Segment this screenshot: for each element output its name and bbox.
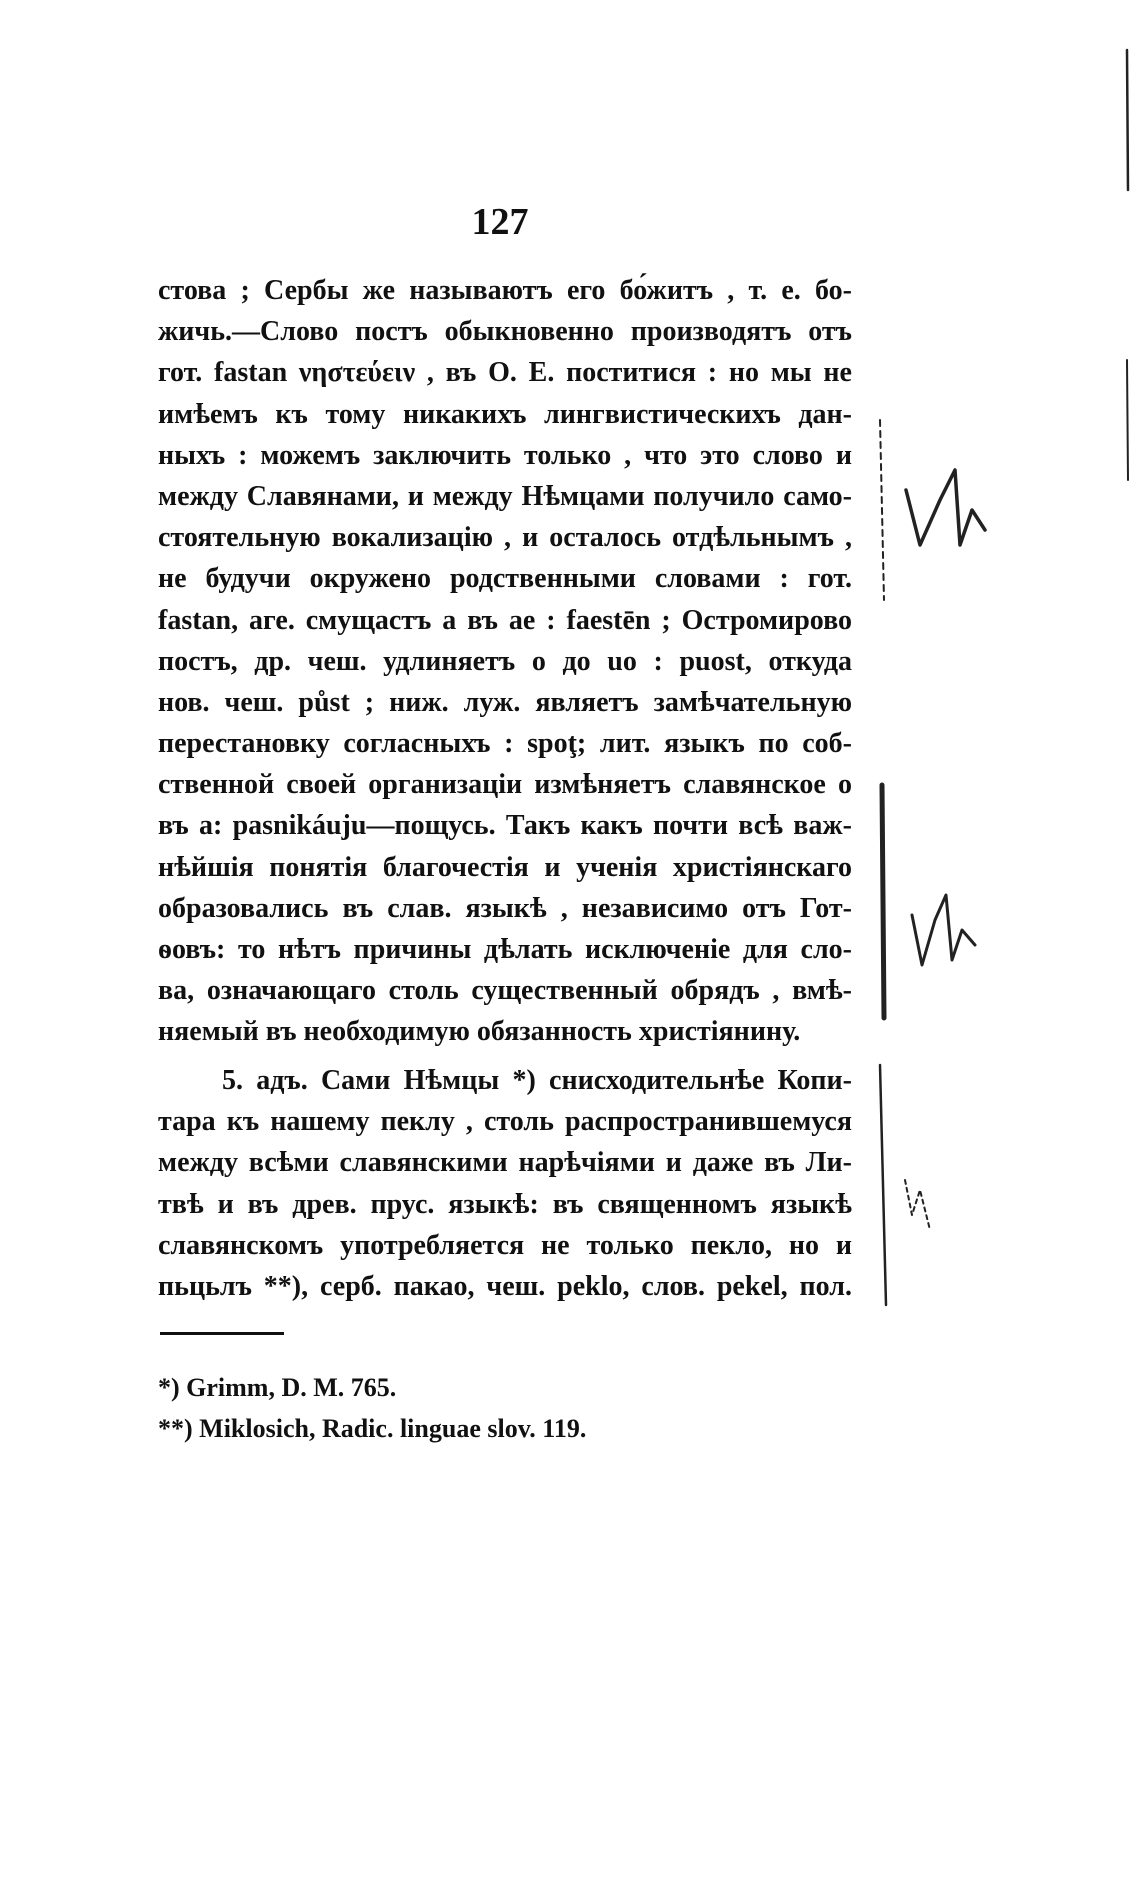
text-line: стоятельную вокализацію , и осталось отдѣльнымъ ,	[158, 522, 852, 554]
text-line: тара къ нашему пеклу , столь распространившемуся	[158, 1106, 852, 1138]
text-line: имѣемъ къ тому никакихъ лингвистическихъ дан-	[158, 398, 852, 430]
text-line: жичь.—Слово постъ обыкновенно производятъ отъ	[158, 316, 852, 348]
text-line: стова ; Сербы же называютъ его бо́житъ , т. е. бо-	[158, 275, 852, 306]
pencil-mark	[1127, 50, 1128, 190]
text-line: нов. чеш. půst ; ниж. луж. являетъ замѣчательную	[158, 686, 852, 718]
paragraph-hell	[158, 1060, 852, 1307]
page-number: 127	[471, 201, 529, 243]
text-line: между всѣми славянскими нарѣчіями и даже въ Ли-	[158, 1147, 852, 1179]
text-line: ныхъ : можемъ заключить только , что это слово и	[158, 439, 852, 471]
text-line: между Славянами, и между Нѣмцами получило само-	[158, 480, 852, 512]
text-line: твѣ и въ древ. прус. языкѣ: въ священномъ языкѣ	[158, 1188, 852, 1220]
text-line: перестановку согласныхъ : spoţ; лит. языкъ по соб-	[158, 728, 852, 760]
text-line: образовались въ слав. языкѣ , независимо отъ Гот-	[158, 892, 852, 924]
text-line: не будучи окружено родственными словами : гот.	[158, 563, 852, 595]
text-line: няемый въ необходимую обязанность христіянину.	[158, 1016, 801, 1048]
text-line: fastan, аге. смущастъ а въ ае : faestēn ; Остромирово	[158, 604, 852, 636]
text-line: постъ, др. чеш. удлиняетъ о до uo : puost, откуда	[158, 645, 852, 677]
pencil-mark	[1127, 360, 1128, 480]
pencil-mark	[880, 420, 884, 600]
pencil-mark	[912, 895, 975, 965]
paragraph-fasting	[158, 270, 852, 1053]
pencil-mark	[880, 1065, 886, 1305]
footnote: **) Miklosich, Radic. linguae slov. 119.	[158, 1414, 587, 1443]
pencil-mark	[882, 785, 884, 1018]
text-line: ѳовъ: то нѣтъ причины дѣлать исключеніе для сло-	[158, 934, 852, 965]
footnote-separator	[160, 1332, 284, 1335]
text-line: ственной своей организаціи измѣняетъ славянское о	[158, 769, 852, 801]
text-line: ва, означающаго столь существенный обрядъ , вмѣ-	[158, 975, 852, 1007]
text-line: пьцьлъ **), серб. пакао, чеш. peklo, слов. pekel, пол.	[158, 1270, 852, 1302]
text-line: 5. адъ. Сами Нѣмцы *) снисходительнѣе Копи-	[222, 1065, 852, 1096]
text-line: славянскомъ употребляется не только пекло, но и	[158, 1229, 852, 1261]
pencil-mark	[906, 470, 985, 545]
text-line: нѣйшія понятія благочестія и ученія христіянскаго	[158, 851, 852, 883]
text-line: въ а: pasnikáuju—пощусь. Такъ какъ почти всѣ важ-	[158, 810, 852, 842]
footnotes	[158, 1367, 758, 1449]
pencil-mark	[905, 1180, 930, 1230]
text-line: гот. fastan νηστεύειν , въ О. Е. поститися : но мы не	[158, 357, 852, 389]
footnote: *) Grimm, D. M. 765.	[158, 1373, 397, 1402]
